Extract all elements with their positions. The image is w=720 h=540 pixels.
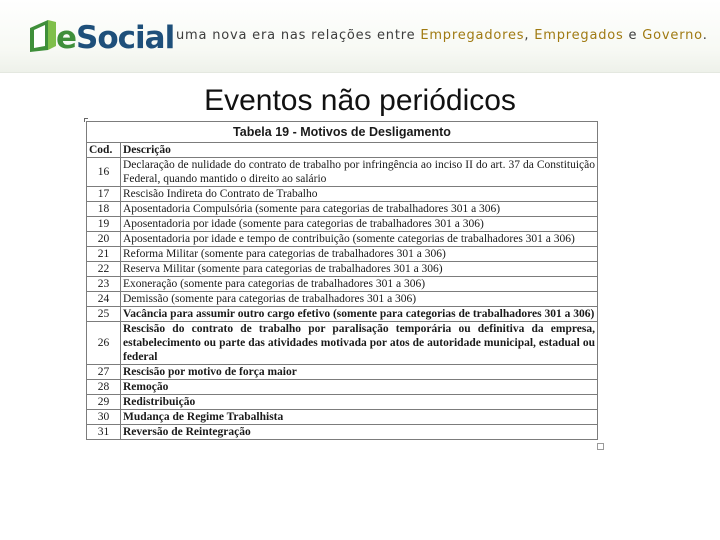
row-description: Rescisão Indireta do Contrato de Trabalho xyxy=(121,187,598,202)
tagline-empregadores: Empregadores xyxy=(420,28,525,43)
row-code: 19 xyxy=(87,217,121,232)
row-code: 27 xyxy=(87,365,121,380)
row-description: Mudança de Regime Trabalhista xyxy=(121,410,598,425)
motivos-table-container xyxy=(86,121,598,440)
row-code: 24 xyxy=(87,292,121,307)
table-row xyxy=(87,158,598,187)
resize-handle[interactable] xyxy=(597,443,604,450)
tagline: uma nova era nas relações entre Empregadores, Empregados e Governo. xyxy=(176,28,708,43)
table-row xyxy=(87,365,598,380)
row-description: Exoneração (somente para categorias de trabalhadores 301 a 306) xyxy=(121,277,598,292)
table-row xyxy=(87,292,598,307)
row-description: Aposentadoria por idade (somente para categorias de trabalhadores 301 a 306) xyxy=(121,217,598,232)
row-code: 30 xyxy=(87,410,121,425)
table-row xyxy=(87,217,598,232)
row-code: 18 xyxy=(87,202,121,217)
table-row xyxy=(87,322,598,365)
row-code: 20 xyxy=(87,232,121,247)
table-row xyxy=(87,187,598,202)
row-code: 21 xyxy=(87,247,121,262)
table-row xyxy=(87,262,598,277)
table-row xyxy=(87,232,598,247)
column-header-code: Cod. xyxy=(87,143,121,158)
logo-text: eSocial xyxy=(56,20,175,56)
row-description: Reversão de Reintegração xyxy=(121,425,598,440)
table-caption: Tabela 19 - Motivos de Desligamento xyxy=(87,122,598,143)
row-description: Reforma Militar (somente para categorias de trabalhadores 301 a 306) xyxy=(121,247,598,262)
row-code: 31 xyxy=(87,425,121,440)
row-description: Rescisão por motivo de força maior xyxy=(121,365,598,380)
table-row xyxy=(87,425,598,440)
slide-title: Eventos não periódicos xyxy=(204,84,516,117)
table-row xyxy=(87,410,598,425)
row-description: Declaração de nulidade do contrato de trabalho por infringência ao inciso II do art. 37 da Constituição Federal, quando mantido o direito ao salário xyxy=(121,158,598,187)
tagline-empregados: Empregados xyxy=(534,28,624,43)
row-description: Demissão (somente para categorias de trabalhadores 301 a 306) xyxy=(121,292,598,307)
row-code: 16 xyxy=(87,158,121,187)
row-code: 25 xyxy=(87,307,121,322)
row-description: Aposentadoria Compulsória (somente para categorias de trabalhadores 301 a 306) xyxy=(121,202,598,217)
table-body xyxy=(87,158,598,440)
table-row xyxy=(87,202,598,217)
tagline-governo: Governo xyxy=(642,28,703,43)
row-description: Aposentadoria por idade e tempo de contribuição (somente categorias de trabalhadores 301 a 306) xyxy=(121,232,598,247)
row-description: Redistribuição xyxy=(121,395,598,410)
row-code: 29 xyxy=(87,395,121,410)
row-code: 28 xyxy=(87,380,121,395)
column-header-description: Descrição xyxy=(121,143,598,158)
table-row xyxy=(87,395,598,410)
header-divider xyxy=(0,72,720,73)
table-row xyxy=(87,307,598,322)
row-description: Remoção xyxy=(121,380,598,395)
row-code: 26 xyxy=(87,322,121,365)
table-row xyxy=(87,247,598,262)
table-row xyxy=(87,277,598,292)
row-code: 23 xyxy=(87,277,121,292)
logo-mark-icon xyxy=(26,16,60,54)
table-row xyxy=(87,380,598,395)
esocial-logo xyxy=(26,16,175,58)
row-code: 22 xyxy=(87,262,121,277)
row-description: Vacância para assumir outro cargo efetivo (somente para categorias de trabalhadores 301 a 306) xyxy=(121,307,598,322)
row-description: Rescisão do contrato de trabalho por paralisação temporária ou definitiva da empresa, estabelecimento ou parte das atividades motivada por atos de autoridade municipal, estadual ou federal xyxy=(121,322,598,365)
motivos-desligamento-table xyxy=(86,121,598,440)
row-description: Reserva Militar (somente para categorias de trabalhadores 301 a 306) xyxy=(121,262,598,277)
row-code: 17 xyxy=(87,187,121,202)
